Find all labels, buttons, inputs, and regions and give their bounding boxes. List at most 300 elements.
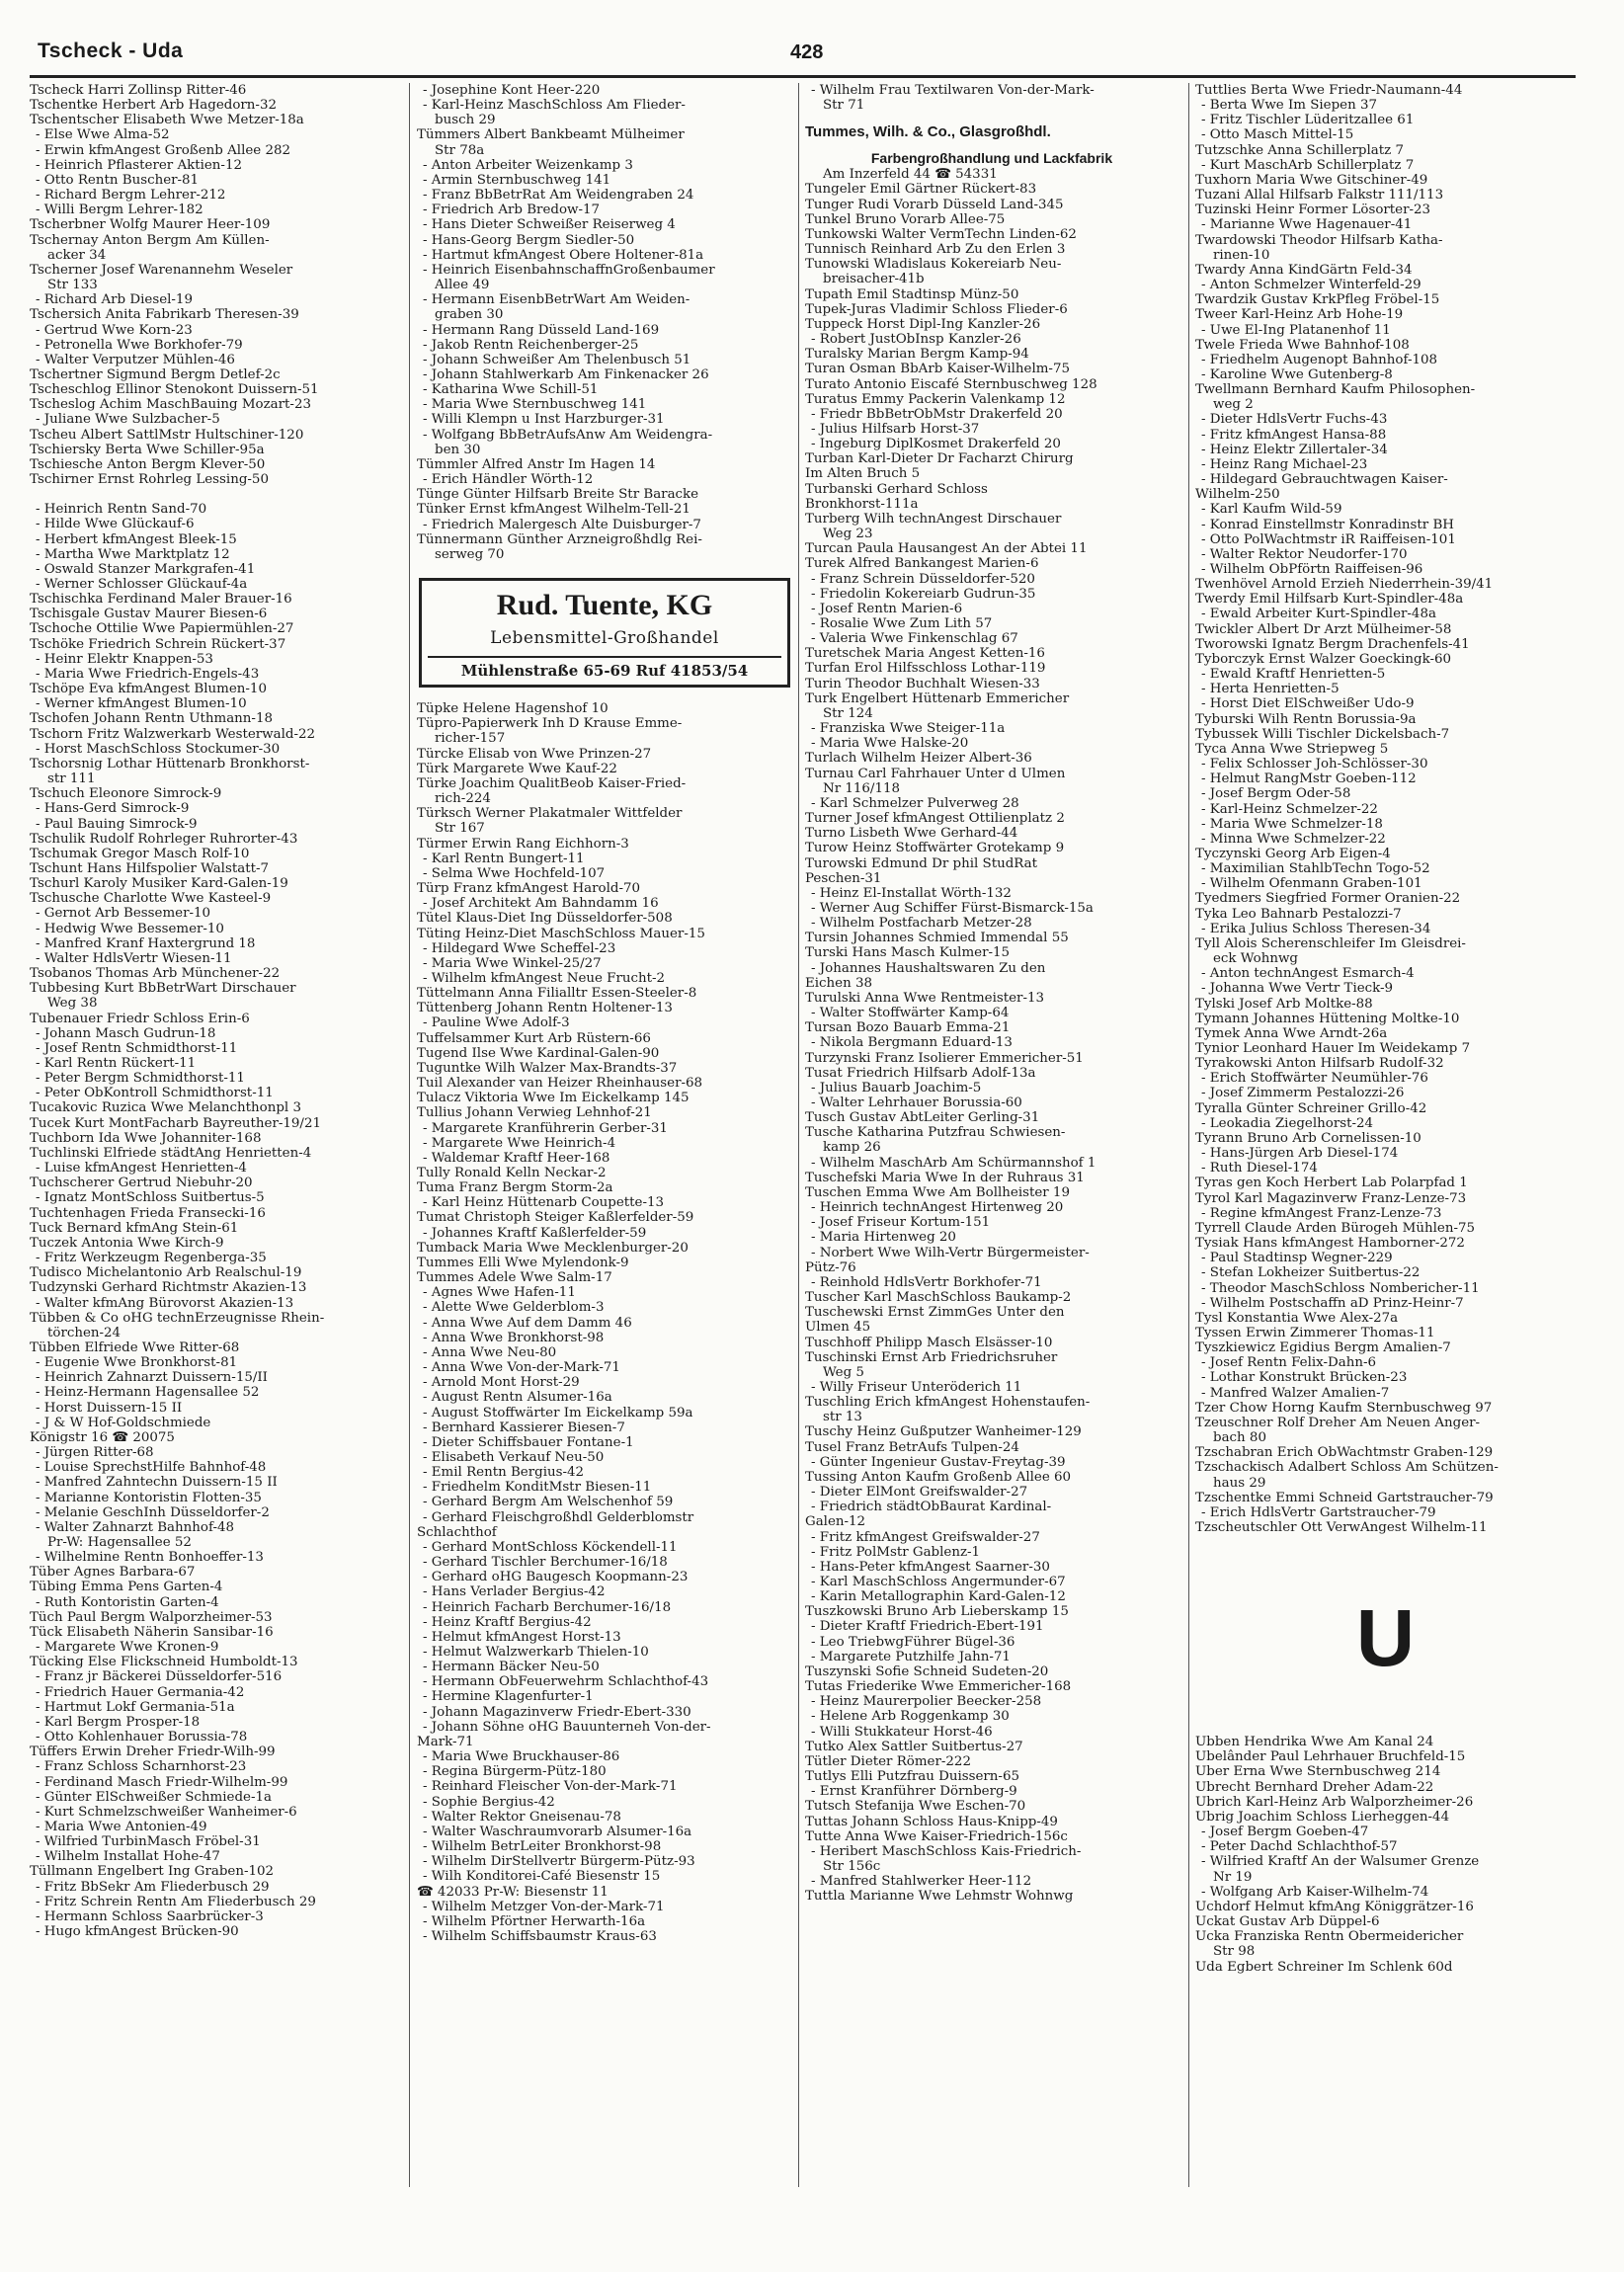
directory-entry: - Manfred Zahntechn Duissern-15 II (36, 1475, 278, 1491)
directory-entry: Tschentscher Elisabeth Wwe Metzer-18a (30, 113, 304, 128)
directory-entry: Turin Theodor Buchhalt Wiesen-33 (805, 676, 1040, 691)
directory-entry: - Erich Stoffwärter Neumühler-76 (1201, 1071, 1428, 1087)
directory-entry: - Hermine Klagenfurter-1 (423, 1689, 594, 1705)
directory-entry: Tschurl Karoly Musiker Kard-Galen-19 (30, 876, 288, 892)
directory-entry: - Friedhelm KonditMstr Biesen-11 (423, 1480, 652, 1496)
directory-entry: Tuscher Karl MaschSchloss Baukamp-2 (805, 1290, 1072, 1306)
directory-entry: Allee 49 (435, 278, 490, 293)
directory-entry: - Josef Friseur Kortum-151 (811, 1215, 991, 1231)
directory-entry: Tschischka Ferdinand Maler Brauer-16 (30, 592, 292, 608)
directory-entry: - Wilfried Kraftf An der Walsumer Grenze (1201, 1854, 1480, 1870)
directory-entry: Tyca Anna Wwe Striepweg 5 (1195, 741, 1389, 757)
directory-entry: - Richard Bergm Lehrer-212 (36, 188, 226, 203)
directory-entry: Tucek Kurt MontFacharb Bayreuther-19/21 (30, 1115, 321, 1131)
directory-entry: Turfan Erol Hilfsschloss Lothar-119 (805, 661, 1046, 677)
directory-entry: - Felix Schlosser Joh-Schlösser-30 (1201, 757, 1428, 772)
directory-entry: - Johann Magazinverw Friedr-Ebert-330 (423, 1704, 691, 1720)
directory-entry: - Kurt Schmelzschweißer Wanheimer-6 (36, 1804, 297, 1820)
directory-column-1 (30, 83, 405, 1939)
firm-subheading: Farbengroßhandlung und Lackfabrik (870, 150, 1113, 167)
directory-entry: Tursan Bozo Bauarb Emma-21 (805, 1020, 1011, 1036)
directory-entry: - Otto Rentn Buscher-81 (36, 172, 200, 188)
directory-entry: - Sophie Bergius-42 (423, 1794, 555, 1810)
directory-entry: - Heinrich Rentn Sand-70 (36, 502, 207, 518)
directory-entry: - Robert JustObInsp Kanzler-26 (811, 332, 1021, 348)
directory-entry: Tschiesche Anton Bergm Klever-50 (30, 456, 266, 472)
directory-entry: Tutzschke Anna Schillerplatz 7 (1195, 142, 1404, 158)
directory-entry: Tusche Katharina Putzfrau Schwiesen- (805, 1125, 1066, 1141)
column-divider (798, 83, 799, 2187)
directory-entry: graben 30 (435, 307, 504, 323)
directory-entry: - Wilhelm Postschaffn aD Prinz-Heinr-7 (1201, 1295, 1464, 1311)
directory-entry: Tümmers Albert Bankbeamt Mülheimer (417, 127, 685, 143)
directory-entry: - Willi Stukkateur Horst-46 (811, 1724, 993, 1740)
directory-entry: Tudzynski Gerhard Richtmstr Akazien-13 (30, 1280, 307, 1296)
directory-entry: - Maria Wwe Schmelzer-18 (1201, 816, 1383, 832)
directory-entry: Tünker Ernst kfmAngest Wilhelm-Tell-21 (417, 502, 690, 518)
directory-entry: Tuttla Marianne Wwe Lehmstr Wohnwg (805, 1889, 1074, 1905)
directory-entry: Tücking Else Flickschneid Humboldt-13 (30, 1655, 298, 1670)
directory-entry: - Maria Hirtenweg 20 (811, 1230, 956, 1246)
directory-entry: Tupath Emil Stadtinsp Münz-50 (805, 286, 1019, 302)
directory-entry: - Peter Bergm Schmidthorst-11 (36, 1071, 245, 1087)
directory-entry: - Friedr BbBetrObMstr Drakerfeld 20 (811, 406, 1063, 422)
directory-entry: - Pauline Wwe Adolf-3 (423, 1015, 570, 1031)
directory-entry: - Hugo kfmAngest Brücken-90 (36, 1924, 239, 1940)
directory-entry: Tschusche Charlotte Wwe Kasteel-9 (30, 891, 272, 907)
directory-entry: - Franz BbBetrRat Am Weidengraben 24 (423, 188, 694, 203)
directory-entry: - Hedwig Wwe Bessemer-10 (36, 921, 224, 936)
directory-entry: - Horst MaschSchloss Stockumer-30 (36, 741, 281, 757)
directory-entry: - Ignatz MontSchloss Suitbertus-5 (36, 1190, 265, 1206)
directory-entry: Tüting Heinz-Diet MaschSchloss Mauer-15 (417, 926, 705, 941)
directory-entry: eck Wohnwg (1213, 951, 1298, 967)
directory-entry: kamp 26 (823, 1140, 881, 1156)
directory-entry: - Anna Wwe Von-der-Mark-71 (423, 1360, 620, 1376)
directory-entry: Tummes Elli Wwe Mylendonk-9 (417, 1255, 629, 1270)
directory-entry: - Stefan Lokheizer Suitbertus-22 (1201, 1265, 1421, 1281)
directory-entry: Str 78a (435, 142, 485, 158)
directory-entry: Tuschen Emma Wwe Am Bollheister 19 (805, 1184, 1070, 1200)
directory-entry: - Regine kfmAngest Franz-Lenze-73 (1201, 1205, 1442, 1221)
directory-entry: Uda Egbert Schreiner Im Schlenk 60d (1195, 1959, 1453, 1975)
directory-entry: - Johannes Haushaltswaren Zu den (811, 960, 1046, 976)
directory-entry: - Otto Kohlenhauer Borussia-78 (36, 1730, 248, 1745)
directory-entry: Turner Josef kfmAngest Ottilienplatz 2 (805, 811, 1065, 827)
directory-entry: Tuxhorn Maria Wwe Gitschiner-49 (1195, 172, 1428, 188)
directory-entry: Tubenauer Friedr Schloss Erin-6 (30, 1011, 250, 1026)
directory-entry: breisacher-41b (823, 272, 925, 287)
directory-entry: - Günter ElSchweißer Schmiede-1a (36, 1789, 272, 1805)
directory-entry: - Luise kfmAngest Henrietten-4 (36, 1161, 247, 1177)
directory-entry: Tünnermann Günther Arzneigroßhdlg Rei- (417, 531, 702, 547)
directory-entry: Tuchborn Ida Wwe Johanniter-168 (30, 1130, 262, 1146)
directory-entry: Tuguntke Wilh Walzer Max-Brandts-37 (417, 1060, 678, 1076)
directory-entry: - Norbert Wwe Wilh-Vertr Bürgermeister- (811, 1245, 1090, 1260)
directory-entry: - Friedrich städtObBaurat Kardinal- (811, 1500, 1052, 1515)
entry-list (1195, 1735, 1576, 1975)
directory-entry: Turberg Wilh technAngest Dirschauer (805, 511, 1062, 527)
directory-entry: - Friedhelm Augenopt Bahnhof-108 (1201, 352, 1438, 367)
directory-entry: - Werner kfmAngest Blumen-10 (36, 696, 247, 712)
directory-entry: - Helmut RangMstr Goeben-112 (1201, 771, 1417, 787)
directory-entry: - Helmut kfmAngest Horst-13 (423, 1629, 621, 1645)
directory-entry: - Katharina Wwe Schill-51 (423, 382, 599, 398)
directory-entry: Tyburski Wilh Rentn Borussia-9a (1195, 711, 1417, 727)
directory-entry: Turek Alfred Bankangest Marien-6 (805, 556, 1039, 572)
directory-entry: - Fritz BbSekr Am Fliederbusch 29 (36, 1879, 270, 1895)
directory-entry: Tschersich Anita Fabrikarb Theresen-39 (30, 307, 299, 323)
directory-column-3 (805, 83, 1178, 1904)
directory-entry: - Marianne Wwe Hagenauer-41 (1201, 217, 1413, 233)
directory-entry: - Hermann Schloss Saarbrücker-3 (36, 1908, 264, 1924)
directory-entry: - J & W Hof-Goldschmiede (36, 1415, 211, 1430)
directory-entry: Tutte Anna Wwe Kaiser-Friedrich-156c (805, 1828, 1068, 1844)
directory-entry: Tuschefski Maria Wwe In der Ruhraus 31 (805, 1170, 1085, 1185)
directory-entry: - Heinrich Zahnarzt Duissern-15/II (36, 1370, 268, 1386)
directory-entry: - Jakob Rentn Reichenberger-25 (423, 337, 639, 353)
directory-entry: Tully Ronald Kelln Neckar-2 (417, 1166, 607, 1180)
directory-entry: - Maria Wwe Sternbuschweg 141 (423, 397, 647, 413)
directory-column-4 (1195, 83, 1576, 1975)
directory-entry: Tüch Paul Bergm Walporzheimer-53 (30, 1609, 273, 1625)
directory-entry: - Erich Händler Wörth-12 (423, 472, 594, 488)
directory-entry: Tutko Alex Sattler Suitbertus-27 (805, 1739, 1023, 1754)
directory-entry: - Heinr Elektr Knappen-53 (36, 651, 213, 667)
directory-entry: - Karl Heinz Hüttenarb Coupette-13 (423, 1195, 665, 1211)
directory-entry: - Manfred Walzer Amalien-7 (1201, 1385, 1390, 1401)
directory-entry: Uber Erna Wwe Sternbuschweg 214 (1195, 1764, 1441, 1780)
directory-entry: Twellmann Bernhard Kaufm Philosophen- (1195, 382, 1476, 398)
directory-entry: - Maximilian StahlbTechn Togo-52 (1201, 861, 1430, 877)
directory-entry: - Hans-Gerd Simrock-9 (36, 801, 190, 817)
directory-entry: - Maria Wwe Winkel-25/27 (423, 955, 602, 971)
directory-entry: Tyssen Erwin Zimmerer Thomas-11 (1195, 1325, 1435, 1340)
directory-entry: - Margarete Wwe Kronen-9 (36, 1640, 219, 1656)
directory-entry: - Eugenie Wwe Bronkhorst-81 (36, 1355, 238, 1371)
directory-entry: Tunger Rudi Vorarb Düsseld Land-345 (805, 197, 1064, 212)
directory-entry: - Karl Rentn Bungert-11 (423, 851, 585, 866)
directory-entry: - Reinhard Fleischer Von-der-Mark-71 (423, 1779, 678, 1795)
directory-entry: - Hermann Rang Düsseld Land-169 (423, 322, 660, 338)
directory-entry: Tuchscherer Gertrud Niebuhr-20 (30, 1176, 253, 1191)
directory-entry: Bronkhorst-111a (805, 496, 919, 512)
directory-entry: - Wolfgang BbBetrAufsAnw Am Weidengra- (423, 427, 713, 443)
directory-entry: - Fritz Tischler Lüderitzallee 61 (1201, 113, 1415, 128)
directory-entry: - Minna Wwe Schmelzer-22 (1201, 831, 1386, 847)
directory-entry: - Karl MaschSchloss Angermunder-67 (811, 1575, 1066, 1589)
directory-entry: - Armin Sternbuschweg 141 (423, 172, 611, 188)
directory-entry: - Hans Verlader Bergius-42 (423, 1584, 606, 1600)
directory-entry: Str 124 (823, 705, 873, 721)
directory-entry: Schlachthof (417, 1524, 497, 1540)
directory-entry: - Johann Schweißer Am Thelenbusch 51 (423, 352, 691, 367)
directory-entry: - Wilhelm Pförtner Herwarth-16a (423, 1913, 646, 1929)
directory-entry: Türksch Werner Plakatmaler Wittfelder (417, 806, 683, 822)
directory-entry: - Walter kfmAng Bürovorst Akazien-13 (36, 1295, 294, 1311)
directory-entry: - Hermann EisenbBetrWart Am Weiden- (423, 292, 690, 308)
directory-entry: Turow Heinz Stoffwärter Grotekamp 9 (805, 841, 1065, 856)
directory-entry: Tuppeck Horst Dipl-Ing Kanzler-26 (805, 316, 1041, 332)
directory-entry: - Willi Bergm Lehrer-182 (36, 203, 203, 218)
directory-entry: Tschoche Ottilie Wwe Papiermühlen-27 (30, 621, 294, 637)
directory-entry: Tuschewski Ernst ZimmGes Unter den (805, 1305, 1065, 1321)
directory-entry: Türk Margarete Wwe Kauf-22 (417, 761, 617, 776)
directory-entry: - Josef Rentn Felix-Dahn-6 (1201, 1355, 1377, 1371)
directory-entry: Tweer Karl-Heinz Arb Hohe-19 (1195, 307, 1404, 323)
directory-entry: - Ruth Diesel-174 (1201, 1161, 1318, 1177)
directory-entry: Tschiersky Berta Wwe Schiller-95a (30, 442, 265, 457)
directory-entry: Tyedmers Siegfried Former Oranien-22 (1195, 891, 1461, 907)
directory-entry: Tschirner Ernst Rohrleg Lessing-50 (30, 472, 269, 488)
directory-entry: Tscheck Harri Zollinsp Ritter-46 (30, 83, 247, 98)
directory-entry: Tusel Franz BetrAufs Tulpen-24 (805, 1439, 1019, 1455)
directory-entry: - Hermann ObFeuerwehrm Schlachthof-43 (423, 1674, 709, 1690)
directory-entry: Tschisgale Gustav Maurer Biesen-6 (30, 607, 268, 622)
directory-entry: - Wilhelm kfmAngest Neue Frucht-2 (423, 970, 666, 986)
directory-entry: Tscheu Albert SattlMstr Hultschiner-120 (30, 427, 304, 443)
entry-list (417, 701, 792, 1944)
directory-entry: Tschumak Gregor Masch Rolf-10 (30, 846, 250, 861)
directory-entry: Tschernay Anton Bergm Am Küllen- (30, 232, 270, 248)
directory-entry: Tymann Johannes Hüttening Moltke-10 (1195, 1011, 1460, 1026)
directory-entry: - Waldemar Kraftf Heer-168 (423, 1150, 610, 1166)
directory-entry: Tyrakowski Anton Hilfsarb Rudolf-32 (1195, 1056, 1444, 1072)
directory-entry: Twardzik Gustav KrkPfleg Fröbel-15 (1195, 292, 1440, 308)
entry-list (1195, 83, 1576, 1535)
directory-entry: - Ferdinand Masch Friedr-Wilhelm-99 (36, 1774, 288, 1790)
directory-entry: haus 29 (1213, 1475, 1266, 1491)
directory-entry: - Julius Hilfsarb Horst-37 (811, 421, 980, 437)
directory-entry: - Manfred Kranf Haxtergrund 18 (36, 935, 256, 951)
directory-entry: - Peter ObKontroll Schmidthorst-11 (36, 1086, 274, 1101)
directory-entry: - Konrad Einstellmstr Konradinstr BH (1201, 517, 1454, 532)
directory-entry: - Fritz Schrein Rentn Am Fliederbusch 29 (36, 1894, 316, 1909)
directory-entry: - Josef Rentn Marien-6 (811, 601, 963, 616)
directory-entry: Tschorn Fritz Walzwerkarb Westerwald-22 (30, 726, 316, 742)
directory-entry: - Ruth Kontoristin Garten-4 (36, 1594, 219, 1610)
directory-entry: Tüber Agnes Barbara-67 (30, 1565, 196, 1581)
directory-entry: Turowski Edmund Dr phil StudRat (805, 855, 1038, 871)
directory-entry: Tysl Konstantia Wwe Alex-27a (1195, 1310, 1399, 1326)
directory-entry: Tuschinski Ernst Arb Friedrichsruher (805, 1349, 1058, 1365)
directory-entry: Str 71 (823, 98, 865, 114)
directory-entry: - Heinrich Facharb Berchumer-16/18 (423, 1599, 672, 1615)
directory-entry: - Wilfried TurbinMasch Fröbel-31 (36, 1834, 261, 1850)
directory-entry: Tuzani Allal Hilfsarb Falkstr 111/113 (1195, 188, 1444, 203)
directory-entry: - Dieter Schiffsbauer Fontane-1 (423, 1434, 634, 1450)
directory-entry: - Nikola Bergmann Eduard-13 (811, 1035, 1013, 1051)
directory-entry: Weg 38 (47, 996, 98, 1012)
directory-entry: - Karl Schmelzer Pulverweg 28 (811, 795, 1019, 811)
running-head: Tscheck - Uda (38, 40, 184, 62)
directory-entry: Tüpro-Papierwerk Inh D Krause Emme- (417, 716, 683, 732)
directory-entry: Tyll Alois Scherenschleifer Im Gleisdrei- (1195, 935, 1466, 951)
directory-entry: Tutsch Stefanija Wwe Eschen-70 (805, 1799, 1026, 1815)
directory-entry: rinen-10 (1213, 247, 1270, 263)
directory-entry: Ubrecht Bernhard Dreher Adam-22 (1195, 1779, 1434, 1795)
directory-entry: - Heribert MaschSchloss Kais-Friedrich- (811, 1843, 1082, 1859)
directory-entry: serweg 70 (435, 546, 505, 562)
directory-entry: - Oswald Stanzer Markgrafen-41 (36, 561, 256, 577)
directory-entry: Tütel Klaus-Diet Ing Düsseldorfer-508 (417, 911, 673, 927)
directory-entry: - Wilhelm BetrLeiter Bronkhorst-98 (423, 1839, 662, 1855)
directory-entry: Tzschackisch Adalbert Schloss Am Schützen- (1195, 1460, 1499, 1476)
directory-entry: - Hans-Georg Bergm Siedler-50 (423, 232, 635, 248)
directory-entry: - Margarete Wwe Heinrich-4 (423, 1135, 616, 1151)
directory-entry: - Hildegard Wwe Scheffel-23 (423, 940, 616, 956)
directory-entry: - Walter Rektor Gneisenau-78 (423, 1809, 621, 1825)
directory-entry: Weg 5 (823, 1364, 864, 1380)
directory-entry: - Selma Wwe Hochfeld-107 (423, 865, 606, 881)
directory-entry: - Gertrud Wwe Korn-23 (36, 322, 193, 338)
directory-entry: - Jürgen Ritter-68 (36, 1445, 154, 1461)
directory-entry: ben 30 (435, 442, 481, 457)
directory-entry: - Arnold Mont Horst-29 (423, 1375, 580, 1391)
page-header (30, 34, 1576, 78)
directory-entry: Tylski Josef Arb Moltke-88 (1195, 996, 1373, 1012)
directory-entry: Uchdorf Helmut kfmAng Königgrätzer-16 (1195, 1899, 1474, 1914)
directory-entry: weg 2 (1213, 397, 1254, 413)
directory-entry: Twenhövel Arnold Erzieh Niederrhein-39/41 (1195, 577, 1494, 593)
ad-title: Rud. Tuente, KG (496, 589, 713, 621)
directory-entry: - Heinrich technAngest Hirtenweg 20 (811, 1200, 1064, 1216)
directory-entry: Tursin Johannes Schmied Immendal 55 (805, 931, 1069, 946)
directory-entry: - Horst Diet ElSchweißer Udo-9 (1201, 696, 1415, 712)
directory-entry: - Günter Ingenieur Gustav-Freytag-39 (811, 1454, 1066, 1470)
directory-entry: Ubrig Joachim Schloss Lierheggen-44 (1195, 1809, 1450, 1825)
directory-entry: - Horst Duissern-15 II (36, 1400, 183, 1416)
directory-entry: Tuttlies Berta Wwe Friedr-Naumann-44 (1195, 83, 1463, 98)
directory-entry: - Margarete Putzhilfe Jahn-71 (811, 1649, 1011, 1664)
directory-entry: Tuffelsammer Kurt Arb Rüstern-66 (417, 1030, 651, 1046)
directory-entry: Tusat Friedrich Hilfsarb Adolf-13a (805, 1065, 1036, 1081)
directory-entry: str 13 (823, 1410, 862, 1425)
directory-entry: - Wolfgang Arb Kaiser-Wilhelm-74 (1201, 1884, 1429, 1900)
directory-entry: - Gerhard oHG Baugesch Koopmann-23 (423, 1570, 689, 1585)
directory-entry: Im Alten Bruch 5 (805, 466, 921, 482)
directory-entry: Tudisco Michelantonio Arb Realschul-19 (30, 1265, 302, 1281)
directory-entry: - Wilhelm DirStellvertr Bürgerm-Pütz-93 (423, 1854, 695, 1870)
directory-entry: - Karin Metallographin Kard-Galen-12 (811, 1589, 1066, 1605)
directory-entry: Tyrrell Claude Arden Bürogeh Mühlen-75 (1195, 1220, 1476, 1236)
entry-gap (30, 487, 405, 502)
directory-entry: - Werner Aug Schiffer Fürst-Bismarck-15a (811, 900, 1094, 916)
directory-entry: - Walter Zahnarzt Bahnhof-48 (36, 1519, 235, 1535)
directory-entry: - Walter Rektor Neudorfer-170 (1201, 546, 1408, 562)
directory-entry: - Hartmut Lokf Germania-51a (36, 1699, 235, 1715)
directory-entry: - August Rentn Alsumer-16a (423, 1390, 612, 1406)
directory-entry: - Franziska Wwe Steiger-11a (811, 721, 1006, 737)
directory-entry: - Kurt MaschArb Schillerplatz 7 (1201, 157, 1415, 173)
directory-entry: - Karl Rentn Rückert-11 (36, 1056, 197, 1071)
directory-entry: - Theodor MaschSchloss Nombericher-11 (1201, 1280, 1480, 1296)
directory-entry: - Wilhelm Metzger Von-der-Mark-71 (423, 1899, 665, 1914)
directory-entry: - Franz Schloss Scharnhorst-23 (36, 1759, 247, 1775)
directory-entry: Turulski Anna Wwe Rentmeister-13 (805, 990, 1045, 1006)
directory-entry: - Maria Wwe Friedrich-Engels-43 (36, 666, 260, 682)
ad-address: Mühlenstraße 65-69 Ruf 41853/54 (428, 656, 781, 679)
directory-entry: Tüttenberg Johann Rentn Holtener-13 (417, 1001, 673, 1016)
directory-entry: Turban Karl-Dieter Dr Facharzt Chirurg (805, 451, 1074, 467)
directory-entry: Tuchlinski Elfriede städtAng Henrietten-4 (30, 1145, 312, 1161)
directory-entry: - Leokadia Ziegelhorst-24 (1201, 1115, 1374, 1131)
directory-entry: - Fritz kfmAngest Greifswalder-27 (811, 1529, 1040, 1545)
directory-entry: - Heinz Elektr Zillertaler-34 (1201, 442, 1388, 457)
directory-entry: Turalsky Marian Bergm Kamp-94 (805, 347, 1029, 363)
directory-entry: Tyrol Karl Magazinverw Franz-Lenze-73 (1195, 1190, 1467, 1206)
directory-entry: Tütler Dieter Römer-222 (805, 1753, 971, 1769)
directory-entry: Tunowski Wladislaus Kokereiarb Neu- (805, 257, 1062, 273)
directory-entry: Tscheslog Achim MaschBauing Mozart-23 (30, 397, 311, 413)
directory-entry: - Maria Wwe Antonien-49 (36, 1819, 207, 1834)
directory-entry: Tschunt Hans Hilfspolier Walstatt-7 (30, 860, 270, 876)
directory-entry: - Dieter ElMont Greifswalder-27 (811, 1485, 1028, 1501)
directory-entry: Tupek-Juras Vladimir Schloss Flieder-6 (805, 301, 1068, 317)
directory-entry: - Johann Stahlwerkarb Am Finkenacker 26 (423, 366, 709, 382)
directory-entry: - Agnes Wwe Hafen-11 (423, 1285, 576, 1301)
directory-entry: - Heinrich Pflasterer Aktien-12 (36, 157, 242, 173)
directory-entry: Tussing Anton Kaufm Großenb Allee 60 (805, 1469, 1072, 1485)
directory-entry: - Johann Söhne oHG Bauunterneh Von-der- (423, 1719, 711, 1735)
directory-entry: Uckat Gustav Arb Düppel-6 (1195, 1914, 1380, 1930)
directory-entry: Tulacz Viktoria Wwe Im Eickelkamp 145 (417, 1091, 690, 1106)
directory-entry: - Richard Arb Diesel-19 (36, 292, 193, 308)
directory-entry: - Maria Wwe Halske-20 (811, 736, 969, 752)
directory-entry: - Wilhelmine Rentn Bonhoeffer-13 (36, 1550, 264, 1566)
directory-entry: - Wilhelm Ofenmann Graben-101 (1201, 876, 1422, 892)
directory-entry: - Wilh Konditorei-Café Biesenstr 15 (423, 1869, 661, 1885)
directory-entry: Ucka Franziska Rentn Obermeidericher (1195, 1929, 1464, 1945)
directory-entry: - Reinhold HdlsVertr Borkhofer-71 (811, 1274, 1042, 1290)
directory-entry: Peschen-31 (805, 870, 882, 886)
directory-entry: Tuma Franz Bergm Storm-2a (417, 1180, 613, 1196)
directory-entry: - Bernhard Kassierer Biesen-7 (423, 1420, 625, 1435)
directory-entry: - Martha Wwe Marktplatz 12 (36, 546, 230, 562)
directory-entry: Tschöke Friedrich Schrein Rückert-37 (30, 636, 286, 652)
directory-entry: - Louise SprechstHilfe Bahnhof-48 (36, 1460, 267, 1476)
directory-entry: Pütz-76 (805, 1259, 856, 1275)
directory-entry: Tschertner Sigmund Bergm Detlef-2c (30, 366, 281, 382)
ad-subtitle: Lebensmittel-Großhandel (490, 628, 719, 648)
directory-entry: - Karoline Wwe Gutenberg-8 (1201, 366, 1393, 382)
directory-entry: acker 34 (47, 247, 107, 263)
directory-entry: Tuil Alexander van Heizer Rheinhauser-68 (417, 1076, 703, 1092)
directory-entry: - Erika Julius Schloss Theresen-34 (1201, 921, 1431, 936)
directory-entry: - Willy Friseur Unteröderich 11 (811, 1379, 1022, 1395)
directory-entry: - Karl-Heinz Schmelzer-22 (1201, 801, 1378, 817)
directory-entry: Turzynski Franz Isolierer Emmericher-51 (805, 1050, 1084, 1066)
directory-entry: Tschentke Herbert Arb Hagedorn-32 (30, 98, 277, 114)
directory-entry: - Heinz El-Installat Wörth-132 (811, 885, 1012, 901)
directory-entry: Tuschy Heinz Gußputzer Wanheimer-129 (805, 1424, 1082, 1440)
directory-entry: - Walter HdlsVertr Wiesen-11 (36, 950, 232, 966)
directory-entry: - Else Wwe Alma-52 (36, 127, 170, 143)
directory-entry: - Johannes Kraftf Kaßlerfelder-59 (423, 1225, 647, 1241)
directory-entry: Tübben & Co oHG technErzeugnisse Rhein- (30, 1310, 325, 1326)
directory-entry: Türp Franz kfmAngest Harold-70 (417, 881, 641, 897)
directory-entry: - Leo TriebwgFührer Bügel-36 (811, 1634, 1015, 1650)
directory-entry: Twardowski Theodor Hilfsarb Katha- (1195, 232, 1443, 248)
directory-entry: - Wilhelm ObPförtn Raiffeisen-96 (1201, 562, 1423, 577)
directory-entry: - Heinz Maurerpolier Beecker-258 (811, 1694, 1042, 1710)
directory-entry: - Fritz kfmAngest Hansa-88 (1201, 427, 1387, 443)
directory-entry: - Berta Wwe Im Siepen 37 (1201, 98, 1378, 114)
directory-entry: Tuschhoff Philipp Masch Elsässer-10 (805, 1335, 1053, 1350)
directory-entry: - Anton technAngest Esmarch-4 (1201, 966, 1415, 982)
directory-entry: - Wilhelm Schiffsbaumstr Kraus-63 (423, 1928, 657, 1944)
directory-entry: - Josef Bergm Goeben-47 (1201, 1825, 1369, 1840)
